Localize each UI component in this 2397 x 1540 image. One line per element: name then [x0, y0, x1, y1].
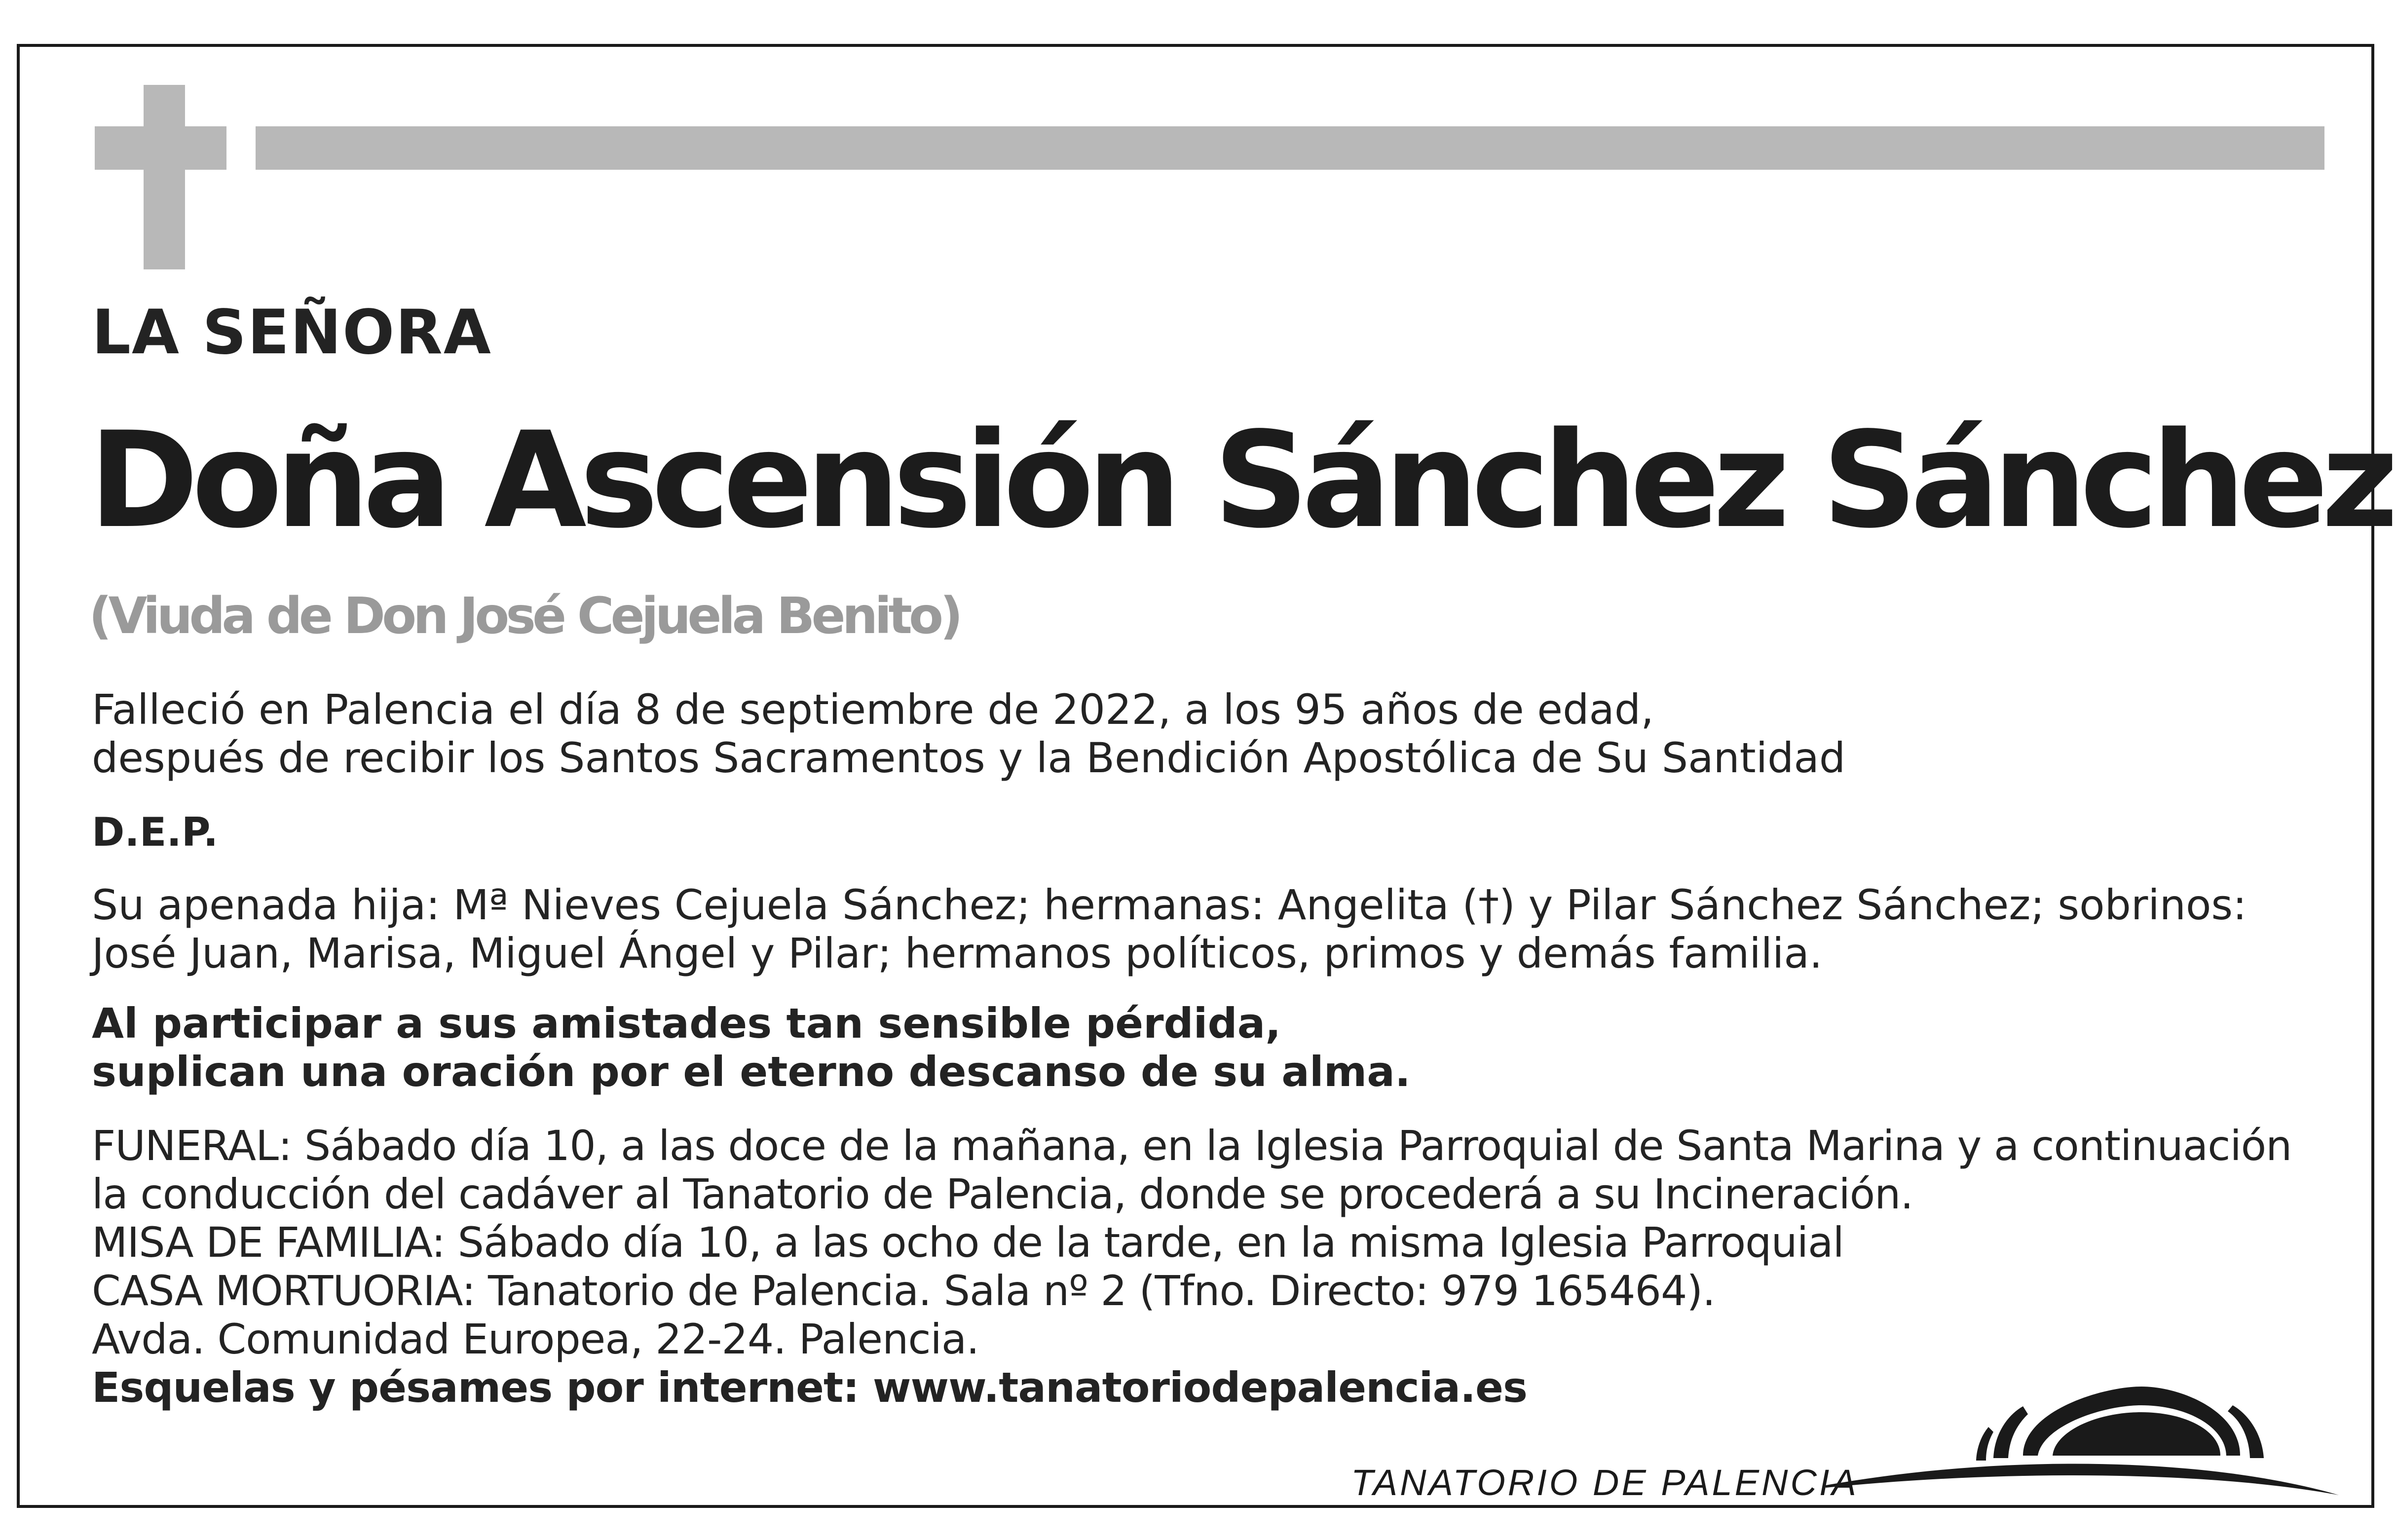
- family-details: [92, 881, 2247, 977]
- internet-link-line[interactable]: Esquelas y pésames por internet: www.tanatoriodepalencia.es: [92, 1363, 1528, 1412]
- tanatorio-logo-text: TANATORIO DE PALENCIA: [1351, 1462, 1859, 1503]
- cross-icon-horizontal: [95, 126, 226, 170]
- header-rule: [256, 126, 2324, 170]
- rip-text: D.E.P.: [92, 809, 219, 855]
- death-line: Falleció en Palencia el día 8 de septiembre de 2022, a los 95 años de edad,: [92, 685, 1654, 734]
- widow-of: (Viuda de Don José Cejuela Benito): [89, 587, 960, 645]
- family-line: José Juan, Marisa, Miguel Ángel y Pilar; hermanos políticos, primos y demás familia.: [92, 929, 1823, 977]
- cross-icon-vertical: [144, 85, 185, 269]
- funeral-line: CASA MORTUORIA: Tanatorio de Palencia. Sala nº 2 (Tfno. Directo: 979 165464).: [92, 1267, 1715, 1315]
- family-line: Su apenada hija: Mª Nieves Cejuela Sánchez; hermanas: Angelita (†) y Pilar Sánchez Sánchez; sobrinos:: [92, 881, 2247, 929]
- deceased-name: Doña Ascensión Sánchez Sánchez: [89, 404, 2392, 558]
- death-details: [92, 685, 1845, 782]
- thanks-line: Al participar a sus amistades tan sensible pérdida,: [92, 999, 1281, 1048]
- honorific: LA SEÑORA: [92, 297, 492, 368]
- thanks-message: [92, 999, 1411, 1096]
- funeral-line: Avda. Comunidad Europea, 22-24. Palencia.: [92, 1315, 979, 1363]
- funeral-line: FUNERAL: Sábado día 10, a las doce de la mañana, en la Iglesia Parroquial de Santa Marina y a continuación: [92, 1122, 2292, 1170]
- funeral-line: MISA DE FAMILIA: Sábado día 10, a las ocho de la tarde, en la misma Iglesia Parroquial: [92, 1218, 1844, 1267]
- death-line: después de recibir los Santos Sacramentos y la Bendición Apostólica de Su Santidad: [92, 734, 1846, 782]
- thanks-line: suplican una oración por el eterno descanso de su alma.: [92, 1048, 1411, 1096]
- funeral-line: la conducción del cadáver al Tanatorio de Palencia, donde se procederá a su Incineración.: [92, 1170, 1913, 1218]
